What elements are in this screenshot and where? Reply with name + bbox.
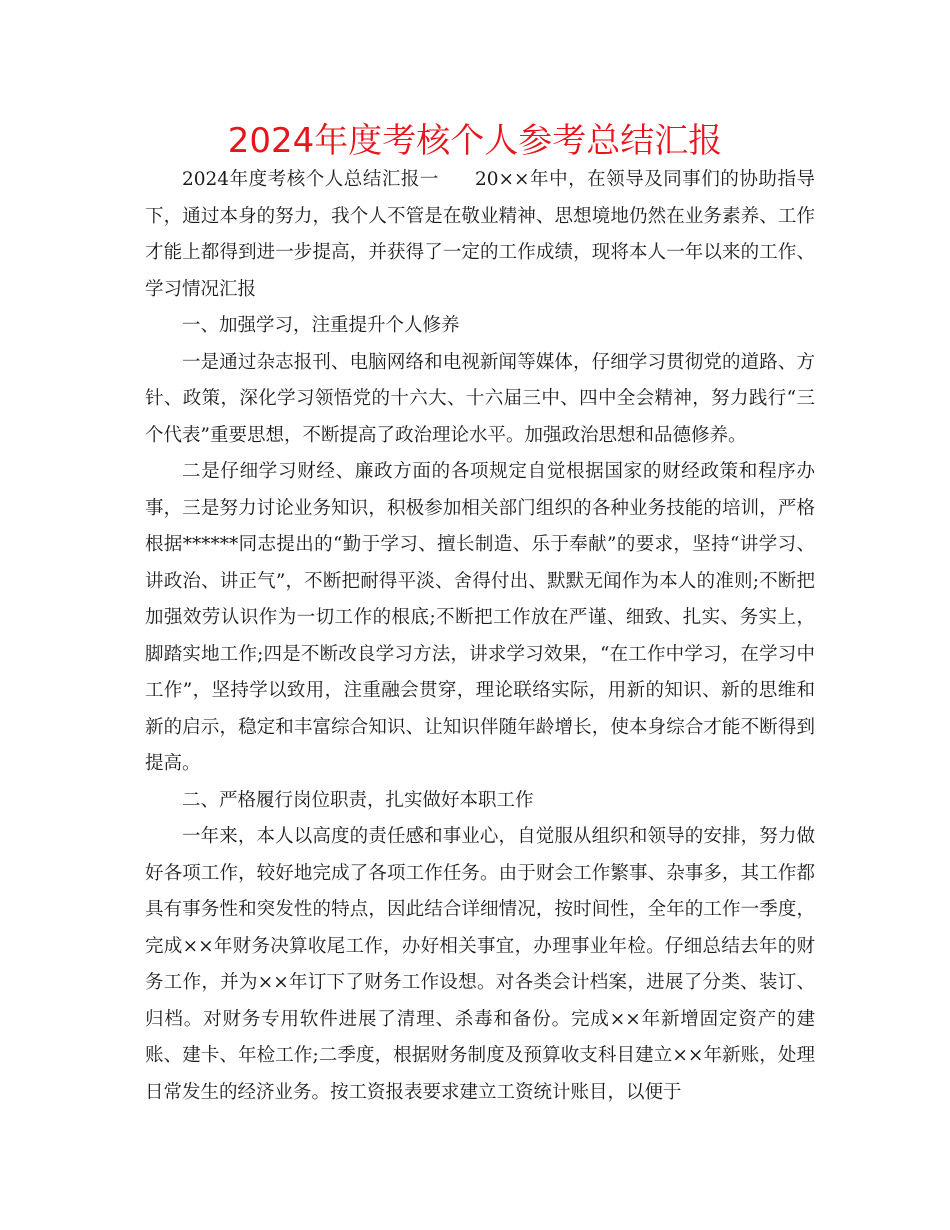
- document-body: [145, 162, 815, 1111]
- section-heading-2: 二、严格履行岗位职责，扎实做好本职工作: [182, 789, 534, 811]
- section-heading-1: 一、加强学习，注重提升个人修养: [182, 315, 460, 336]
- intro-heading: 2024年度考核个人总结汇报一: [182, 169, 439, 190]
- paragraph-duties: 一年来，本人以高度的责任感和事业心，自觉服从组织和领导的安排，努力做好各项工作，较好地完成了各项工作任务。由于财会工作繁事、杂事多，其工作都具有事务性和突发性的特点，因此结合详细情况，按时间性，全年的工作一季度，完成××年财务决算收尾工作，办好相关事宜，办理事业年检。仔细总结去年的财务工作，并为××年订下了财务工作设想。对各类会计档案，进展了分类、装订、归档。对财务专用软件进展了清理、杀毒和备份。完成××年新增固定资产的建账、建卡、年检工作;二季度，根据财务制度及预算收支科目建立××年新账，处理日常发生的经济业务。按工资报表要求建立工资统计账目，以便于: [145, 826, 815, 1103]
- intro-text: 20××年中，在领导及同事们的协助指导下，通过本身的努力，我个人不管是在敬业精神、思想境地仍然在业务素养、工作才能上都得到进一步提高，并获得了一定的工作成绩，现将本人一年以来的工作、学习情况汇报: [145, 169, 815, 300]
- paragraph-study-finance: 二是仔细学习财经、廉政方面的各项规定自觉根据国家的财经政策和程序办事，三是努力讨论业务知识，积极参加相关部门组织的各种业务技能的培训，严格根据******同志提出的“勤于学习、擅长制造、乐于奉献”的要求，坚持“讲学习、讲政治、讲正气”，不断把耐得平淡、舍得付出、默默无闻作为本人的准则;不断把加强效劳认识作为一切工作的根底;不断把工作放在严谨、细致、扎实、务实上，脚踏实地工作;四是不断改良学习方法，讲求学习效果，“在工作中学习，在学习中工作”，坚持学以致用，注重融会贯穿，理论联络实际，用新的知识、新的思维和新的启示，稳定和丰富综合知识、让知识伴随年龄增长，使本身综合才能不断得到提高。: [145, 461, 815, 774]
- intro-paragraph: [145, 162, 815, 308]
- page-title: 2024年度考核个人参考总结汇报: [227, 121, 723, 161]
- paragraph-study-politics: 一是通过杂志报刊、电脑网络和电视新闻等媒体，仔细学习贯彻党的道路、方针、政策，深化学习领悟党的十六大、十六届三中、四中全会精神，努力践行“三个代表”重要思想，不断提高了政治理论水平。加强政治思想和品德修养。: [145, 351, 815, 446]
